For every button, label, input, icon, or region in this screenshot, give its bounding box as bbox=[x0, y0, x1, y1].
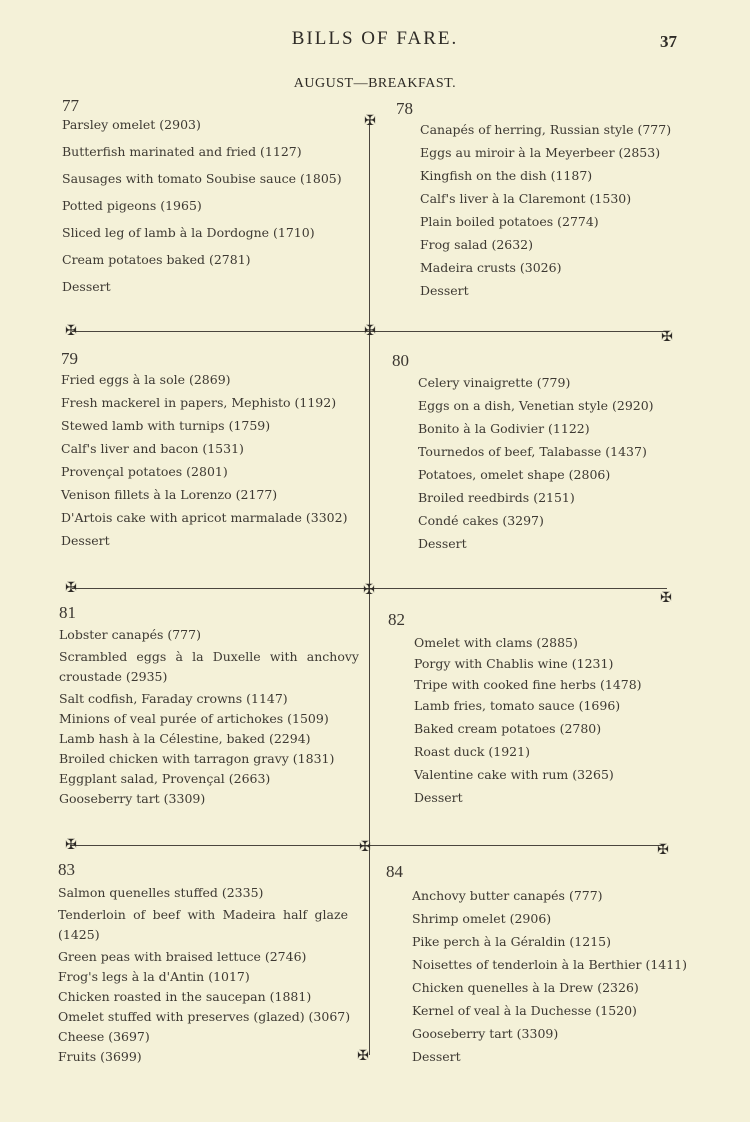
menu-items bbox=[418, 375, 702, 552]
menu-item: Potted pigeons (1965) bbox=[62, 198, 202, 213]
menu-number: 77 bbox=[62, 96, 79, 115]
menu-item: Sliced leg of lamb à la Dordogne (1710) bbox=[62, 225, 315, 240]
menu-item: Venison fillets à la Lorenzo (2177) bbox=[61, 487, 278, 502]
page-number: 37 bbox=[660, 32, 677, 51]
menu-items bbox=[58, 885, 368, 1065]
menu-item: Lamb hash à la Célestine, baked (2294) bbox=[59, 731, 311, 746]
menu-77 bbox=[62, 95, 372, 303]
menu-number: 81 bbox=[59, 603, 76, 622]
menu-item: Condé cakes (3297) bbox=[418, 513, 544, 528]
menu-item: Chicken quenelles à la Drew (2326) bbox=[412, 980, 639, 995]
menu-item: Dessert bbox=[61, 533, 110, 548]
ornament-icon: ✠ bbox=[357, 1048, 369, 1064]
menu-80 bbox=[392, 350, 702, 560]
menu-item: Gooseberry tart (3309) bbox=[412, 1026, 559, 1041]
menu-item: Canapés of herring, Russian style (777) bbox=[420, 122, 672, 137]
menu-item: Valentine cake with rum (3265) bbox=[414, 767, 614, 782]
menu-item: Fresh mackerel in papers, Mephisto (1192) bbox=[61, 395, 337, 410]
ornament-icon: ✠ bbox=[363, 582, 375, 598]
menu-item: Parsley omelet (2903) bbox=[62, 117, 201, 132]
ornament-icon: ✠ bbox=[65, 580, 77, 596]
menu-item: Fried eggs à la sole (2869) bbox=[61, 372, 231, 387]
menu-number: 83 bbox=[58, 860, 75, 879]
ornament-icon: ✠ bbox=[65, 837, 77, 853]
menu-item: Butterfish marinated and fried (1127) bbox=[62, 144, 302, 159]
menu-item: Plain boiled potatoes (2774) bbox=[420, 214, 599, 229]
menu-item: Minions of veal purée of artichokes (1509) bbox=[59, 711, 329, 726]
menu-item: Anchovy butter canapés (777) bbox=[412, 888, 603, 903]
menu-items bbox=[59, 627, 369, 807]
ornament-icon: ✠ bbox=[661, 329, 673, 345]
menu-item: Dessert bbox=[420, 283, 469, 298]
menu-items bbox=[61, 372, 371, 549]
ornament-icon: ✠ bbox=[65, 323, 77, 339]
menu-item: Cheese (3697) bbox=[58, 1029, 150, 1044]
menu-item: Fruits (3699) bbox=[58, 1049, 142, 1064]
menu-item: Dessert bbox=[62, 279, 111, 294]
menu-84 bbox=[386, 861, 696, 1073]
menu-item: D'Artois cake with apricot marmalade (3302) bbox=[61, 510, 348, 525]
menu-item: Porgy with Chablis wine (1231) bbox=[414, 656, 614, 671]
menu-item: Noisettes of tenderloin à la Berthier (1411) bbox=[412, 957, 688, 972]
menu-items bbox=[414, 635, 698, 806]
menu-item: Salmon quenelles stuffed (2335) bbox=[58, 885, 264, 900]
ornament-icon: ✠ bbox=[660, 590, 672, 606]
menu-item: Stewed lamb with turnips (1759) bbox=[61, 418, 271, 433]
menu-item: Salt codfish, Faraday crowns (1147) bbox=[59, 691, 288, 706]
menu-item: Sausages with tomato Soubise sauce (1805) bbox=[62, 171, 342, 186]
menu-78 bbox=[396, 98, 706, 307]
menu-item: Gooseberry tart (3309) bbox=[59, 791, 206, 806]
menu-items bbox=[412, 888, 696, 1065]
menu-item: Broiled reedbirds (2151) bbox=[418, 490, 575, 505]
menu-number: 84 bbox=[386, 862, 403, 881]
menu-item: Frog salad (2632) bbox=[420, 237, 534, 252]
menu-item: Eggplant salad, Provençal (2663) bbox=[59, 771, 271, 786]
menu-item: Omelet with clams (2885) bbox=[414, 635, 578, 650]
menu-item: Broiled chicken with tarragon gravy (1831) bbox=[59, 751, 335, 766]
ornament-icon: ✠ bbox=[364, 113, 376, 129]
menu-item: Eggs on a dish, Venetian style (2920) bbox=[418, 398, 654, 413]
menu-item: Dessert bbox=[414, 790, 463, 805]
menu-item: Frog's legs à la d'Antin (1017) bbox=[58, 969, 250, 984]
menu-item: Potatoes, omelet shape (2806) bbox=[418, 467, 611, 482]
menu-item: Celery vinaigrette (779) bbox=[418, 375, 571, 390]
menu-item: Green peas with braised lettuce (2746) bbox=[58, 949, 307, 964]
menu-item: Lobster canapés (777) bbox=[59, 627, 201, 642]
menu-item: Omelet stuffed with preserves (glazed) (3067) bbox=[58, 1009, 351, 1024]
menu-item: Kernel of veal à la Duchesse (1520) bbox=[412, 1003, 637, 1018]
menu-item: Tripe with cooked fine herbs (1478) bbox=[414, 677, 642, 692]
menu-79 bbox=[61, 348, 371, 557]
ornament-icon: ✠ bbox=[364, 323, 376, 339]
menu-item: Madeira crusts (3026) bbox=[420, 260, 562, 275]
menu-item: Calf's liver and bacon (1531) bbox=[61, 441, 244, 456]
running-head: BILLS OF FARE. bbox=[291, 28, 459, 49]
ornament-icon: ✠ bbox=[657, 842, 669, 858]
menu-number: 82 bbox=[388, 610, 405, 629]
menu-item: Lamb fries, tomato sauce (1696) bbox=[414, 698, 621, 713]
section-heading: AUGUST—BREAKFAST. bbox=[293, 76, 457, 91]
menu-item: Tournedos of beef, Talabasse (1437) bbox=[418, 444, 647, 459]
menu-item: Cream potatoes baked (2781) bbox=[62, 252, 251, 267]
menu-item: Pike perch à la Géraldin (1215) bbox=[412, 934, 611, 949]
menu-items bbox=[420, 122, 706, 299]
menu-item: Baked cream potatoes (2780) bbox=[414, 721, 602, 736]
menu-item: Provençal potatoes (2801) bbox=[61, 464, 228, 479]
menu-item: Chicken roasted in the saucepan (1881) bbox=[58, 989, 312, 1004]
ornament-icon: ✠ bbox=[359, 839, 371, 855]
menu-item: Roast duck (1921) bbox=[414, 744, 530, 759]
menu-number: 80 bbox=[392, 351, 409, 370]
menu-81 bbox=[59, 602, 369, 815]
menu-item: Dessert bbox=[418, 536, 467, 551]
menu-item: Bonito à la Godivier (1122) bbox=[418, 421, 590, 436]
menu-83 bbox=[58, 859, 368, 1073]
menu-number: 78 bbox=[396, 99, 413, 118]
menu-item: Calf's liver à la Claremont (1530) bbox=[420, 191, 632, 206]
menu-item: Scrambled eggs à la Duxelle with anchovy croustade (2935) bbox=[59, 649, 359, 684]
menu-item: Tenderloin of beef with Madeira half glaze (1425) bbox=[58, 907, 348, 942]
menu-item: Eggs au miroir à la Meyerbeer (2853) bbox=[420, 145, 661, 160]
menu-82 bbox=[388, 609, 698, 814]
menu-item: Shrimp omelet (2906) bbox=[412, 911, 552, 926]
menu-items bbox=[62, 117, 372, 295]
menu-item: Dessert bbox=[412, 1049, 461, 1064]
menu-number: 79 bbox=[61, 349, 78, 368]
menu-item: Kingfish on the dish (1187) bbox=[420, 168, 593, 183]
